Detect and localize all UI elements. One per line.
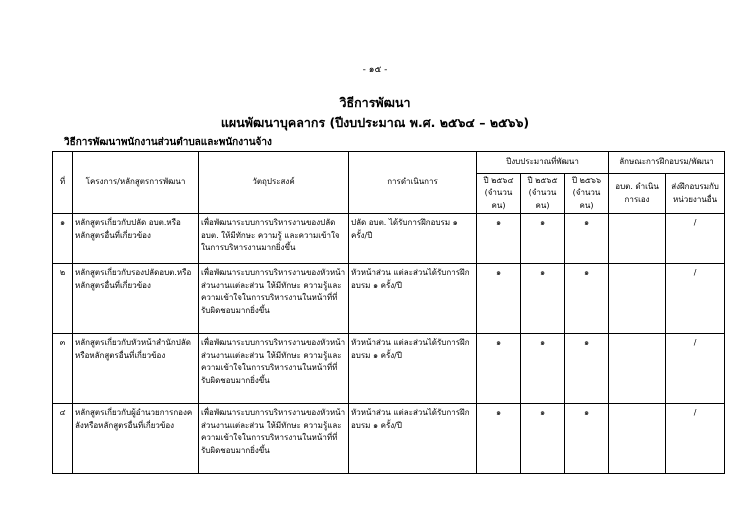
row-objective: เพื่อพัฒนาระบบการบริหารงานของหัวหน้าส่วนงานแต่ละส่วน ให้มีทักษะ ความรู้และความเข้าใจในการบริหารงานในหน้าที่ที่รับผิดชอบมากยิ่งขึ้น: [199, 264, 349, 334]
row-objective: เพื่อพัฒนาระบบการบริหารงานของหัวหน้าส่วนงานแต่ละส่วน ให้มีทักษะ ความรู้และความเข้าใจในการบริหารงานในหน้าที่ที่รับผิดชอบมากยิ่งขึ้น: [199, 334, 349, 404]
row-year-2565: ๑: [521, 264, 565, 334]
row-method: ปลัด อบต. ได้รับการฝึกอบรม ๑ ครั้ง/ปี: [349, 214, 477, 264]
row-year-2565: ๑: [521, 334, 565, 404]
row-number: ๒: [53, 264, 73, 334]
header-year-2565: ปี ๒๕๖๕ (จำนวนคน): [521, 174, 565, 214]
page-number: - ๑๕ -: [362, 65, 388, 75]
row-external: /: [666, 404, 725, 474]
row-method: หัวหน้าส่วน แต่ละส่วนได้รับการฝึกอบรม ๑ ครั้ง/ปี: [349, 404, 477, 474]
row-year-2564: ๑: [477, 214, 521, 264]
row-year-2566: ๑: [565, 214, 609, 264]
header-method: การดำเนินการ: [349, 152, 477, 214]
row-program: หลักสูตรเกี่ยวกับรองปลัดอบต.หรือหลักสูตรอื่นที่เกี่ยวข้อง: [73, 264, 199, 334]
row-number: ๑: [53, 214, 73, 264]
development-plan-table: [52, 151, 725, 474]
row-number: ๓: [53, 334, 73, 404]
header-year-2564: ปี ๒๕๖๔ (จำนวนคน): [477, 174, 521, 214]
table-row: [53, 214, 725, 264]
table-row: [53, 334, 725, 404]
header-training-type: ลักษณะการฝึกอบรม/พัฒนา: [609, 152, 725, 174]
row-external: /: [666, 264, 725, 334]
row-external: /: [666, 214, 725, 264]
header-no: ที่: [53, 152, 73, 214]
row-year-2564: ๑: [477, 264, 521, 334]
row-year-2566: ๑: [565, 334, 609, 404]
section-heading: วิธีการพัฒนาพนักงานส่วนตำบลและพนักงานจ้าง: [64, 137, 272, 148]
row-year-2566: ๑: [565, 404, 609, 474]
document-subtitle: แผนพัฒนาบุคลากร (ปีงบประมาณ พ.ศ. ๒๕๖๔ – ๒๕๖๖): [220, 115, 530, 130]
header-external: ส่งฝึกอบรมกับหน่วยงานอื่น: [666, 174, 725, 214]
table-row: [53, 404, 725, 474]
row-method: หัวหน้าส่วน แต่ละส่วนได้รับการฝึกอบรม ๑ ครั้ง/ปี: [349, 334, 477, 404]
row-program: หลักสูตรเกี่ยวกับผู้อำนวยการกองคลังหรือหลักสูตรอื่นที่เกี่ยวข้อง: [73, 404, 199, 474]
row-external: /: [666, 334, 725, 404]
row-year-2564: ๑: [477, 404, 521, 474]
row-self-run: [609, 264, 666, 334]
header-objective: วัตถุประสงค์: [199, 152, 349, 214]
row-year-2565: ๑: [521, 404, 565, 474]
row-self-run: [609, 334, 666, 404]
row-method: หัวหน้าส่วน แต่ละส่วนได้รับการฝึกอบรม ๑ ครั้ง/ปี: [349, 264, 477, 334]
row-objective: เพื่อพัฒนาระบบการบริหารงานของปลัด อบต. ให้มีทักษะ ความรู้ และความเข้าใจในการบริหารงานมากยิ่งขึ้น: [199, 214, 349, 264]
row-self-run: [609, 404, 666, 474]
header-budget-years: ปีงบประมาณที่พัฒนา: [477, 152, 609, 174]
row-number: ๔: [53, 404, 73, 474]
row-year-2565: ๑: [521, 214, 565, 264]
row-program: หลักสูตรเกี่ยวกับปลัด อบต.หรือหลักสูตรอื่นที่เกี่ยวข้อง: [73, 214, 199, 264]
header-program: โครงการ/หลักสูตรการพัฒนา: [73, 152, 199, 214]
row-program: หลักสูตรเกี่ยวกับหัวหน้าสำนักปลัดหรือหลักสูตรอื่นที่เกี่ยวข้อง: [73, 334, 199, 404]
row-self-run: [609, 214, 666, 264]
header-year-2566: ปี ๒๕๖๖ (จำนวนคน): [565, 174, 609, 214]
row-year-2566: ๑: [565, 264, 609, 334]
document-title: วิธีการพัฒนา: [339, 95, 411, 110]
table-row: [53, 264, 725, 334]
row-year-2564: ๑: [477, 334, 521, 404]
header-self-run: อบต. ดำเนินการเอง: [609, 174, 666, 214]
row-objective: เพื่อพัฒนาระบบการบริหารงานของหัวหน้าส่วนงานแต่ละส่วน ให้มีทักษะ ความรู้และความเข้าใจในการบริหารงานในหน้าที่ที่รับผิดชอบมากยิ่งขึ้น: [199, 404, 349, 474]
